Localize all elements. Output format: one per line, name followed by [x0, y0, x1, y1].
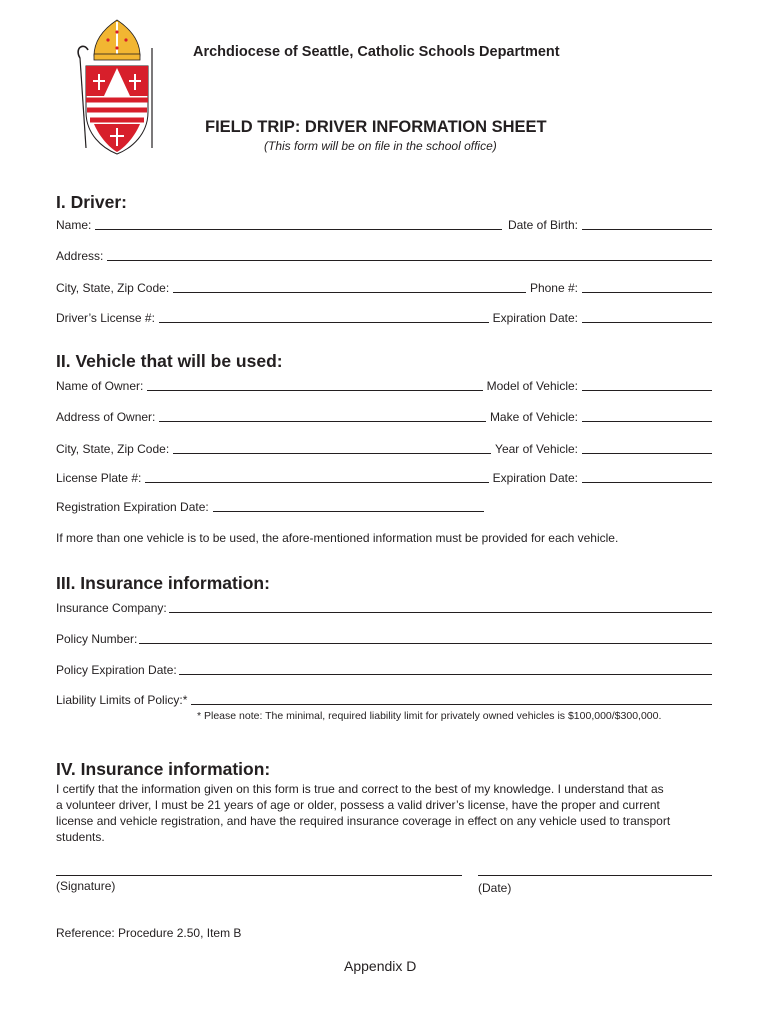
liability-note: * Please note: The minimal, required liability limit for privately owned vehicles is $100,000/$300,000.: [197, 710, 662, 722]
vehicle-year-label: Year of Vehicle:: [495, 442, 578, 456]
owner-address-label: Address of Owner:: [56, 410, 156, 424]
vehicle-make-field[interactable]: [582, 421, 712, 422]
section-insurance-heading: III. Insurance information:: [56, 573, 270, 593]
vehicle-owner-row: [56, 377, 712, 393]
certification-text-line-4: students.: [56, 830, 105, 844]
policy-number-row: [56, 630, 712, 646]
driver-license-row: [56, 309, 712, 325]
driver-dob-field[interactable]: [582, 229, 712, 230]
driver-name-field[interactable]: [95, 229, 502, 230]
form-title: FIELD TRIP: DRIVER INFORMATION SHEET: [205, 118, 547, 136]
license-plate-label: License Plate #:: [56, 471, 142, 485]
license-plate-field[interactable]: [145, 482, 488, 483]
vehicle-plate-row: [56, 469, 712, 485]
vehicle-owner-address-row: [56, 408, 712, 424]
driver-city-row: [56, 279, 712, 295]
vehicle-model-label: Model of Vehicle:: [486, 379, 578, 393]
insurance-company-label: Insurance Company:: [56, 601, 167, 615]
driver-license-label: Driver’s License #:: [56, 311, 155, 325]
driver-phone-label: Phone #:: [529, 281, 578, 295]
driver-name-label: Name:: [56, 218, 92, 232]
driver-city-label: City, State, Zip Code:: [56, 281, 170, 295]
registration-row: [56, 498, 484, 514]
driver-city-field[interactable]: [173, 292, 526, 293]
vehicle-city-label: City, State, Zip Code:: [56, 442, 170, 456]
owner-address-field[interactable]: [159, 421, 486, 422]
policy-number-label: Policy Number:: [56, 632, 138, 646]
driver-expiration-field[interactable]: [582, 322, 712, 323]
form-subtitle: (This form will be on file in the school office): [264, 139, 497, 153]
signature-field[interactable]: [56, 875, 462, 876]
vehicle-expiration-field[interactable]: [582, 482, 712, 483]
organization-name: Archdiocese of Seattle, Catholic Schools Department: [193, 44, 560, 60]
driver-address-row: [56, 247, 712, 263]
policy-number-field[interactable]: [139, 643, 712, 644]
insurance-company-row: [56, 599, 712, 615]
vehicle-year-field[interactable]: [582, 453, 712, 454]
section-vehicle-heading: II. Vehicle that will be used:: [56, 351, 283, 371]
vehicle-expiration-label: Expiration Date:: [492, 471, 578, 485]
archdiocese-seal-icon: [72, 18, 162, 158]
driver-address-field[interactable]: [107, 260, 712, 261]
reference-text: Reference: Procedure 2.50, Item B: [56, 926, 242, 940]
driver-license-field[interactable]: [159, 322, 489, 323]
liability-limits-field[interactable]: [191, 704, 712, 705]
policy-expiration-row: [56, 661, 712, 677]
driver-address-label: Address:: [56, 249, 104, 263]
policy-expiration-field[interactable]: [179, 674, 712, 675]
owner-name-label: Name of Owner:: [56, 379, 144, 393]
date-field[interactable]: [478, 875, 712, 876]
driver-expiration-label: Expiration Date:: [492, 311, 578, 325]
vehicle-city-row: [56, 440, 712, 456]
appendix-label: Appendix D: [344, 958, 417, 974]
multiple-vehicle-note: If more than one vehicle is to be used, the afore-mentioned information must be provided for each vehicle.: [56, 531, 619, 545]
signature-label: (Signature): [56, 879, 116, 893]
policy-expiration-label: Policy Expiration Date:: [56, 663, 177, 677]
certification-text-line-1: I certify that the information given on this form is true and correct to the best of my knowledge. I understand that as: [56, 782, 664, 796]
liability-row: [56, 691, 712, 707]
driver-phone-field[interactable]: [582, 292, 712, 293]
registration-expiration-label: Registration Expiration Date:: [56, 500, 209, 514]
vehicle-city-field[interactable]: [173, 453, 491, 454]
owner-name-field[interactable]: [147, 390, 482, 391]
section-certification-heading: IV. Insurance information:: [56, 759, 271, 779]
vehicle-model-field[interactable]: [582, 390, 712, 391]
date-label: (Date): [478, 881, 512, 895]
liability-limits-label: Liability Limits of Policy:*: [56, 693, 188, 707]
insurance-company-field[interactable]: [169, 612, 712, 613]
certification-text-line-3: license and vehicle registration, and have the required insurance coverage in effect on any vehicle used to transport: [56, 814, 671, 828]
registration-expiration-field[interactable]: [213, 511, 484, 512]
driver-name-row: [56, 216, 712, 232]
certification-text-line-2: a volunteer driver, I must be 21 years of age or older, possess a valid driver’s license, have the proper and current: [56, 798, 660, 812]
driver-dob-label: Date of Birth:: [507, 218, 578, 232]
vehicle-make-label: Make of Vehicle:: [489, 410, 578, 424]
section-driver-heading: I. Driver:: [56, 192, 127, 212]
